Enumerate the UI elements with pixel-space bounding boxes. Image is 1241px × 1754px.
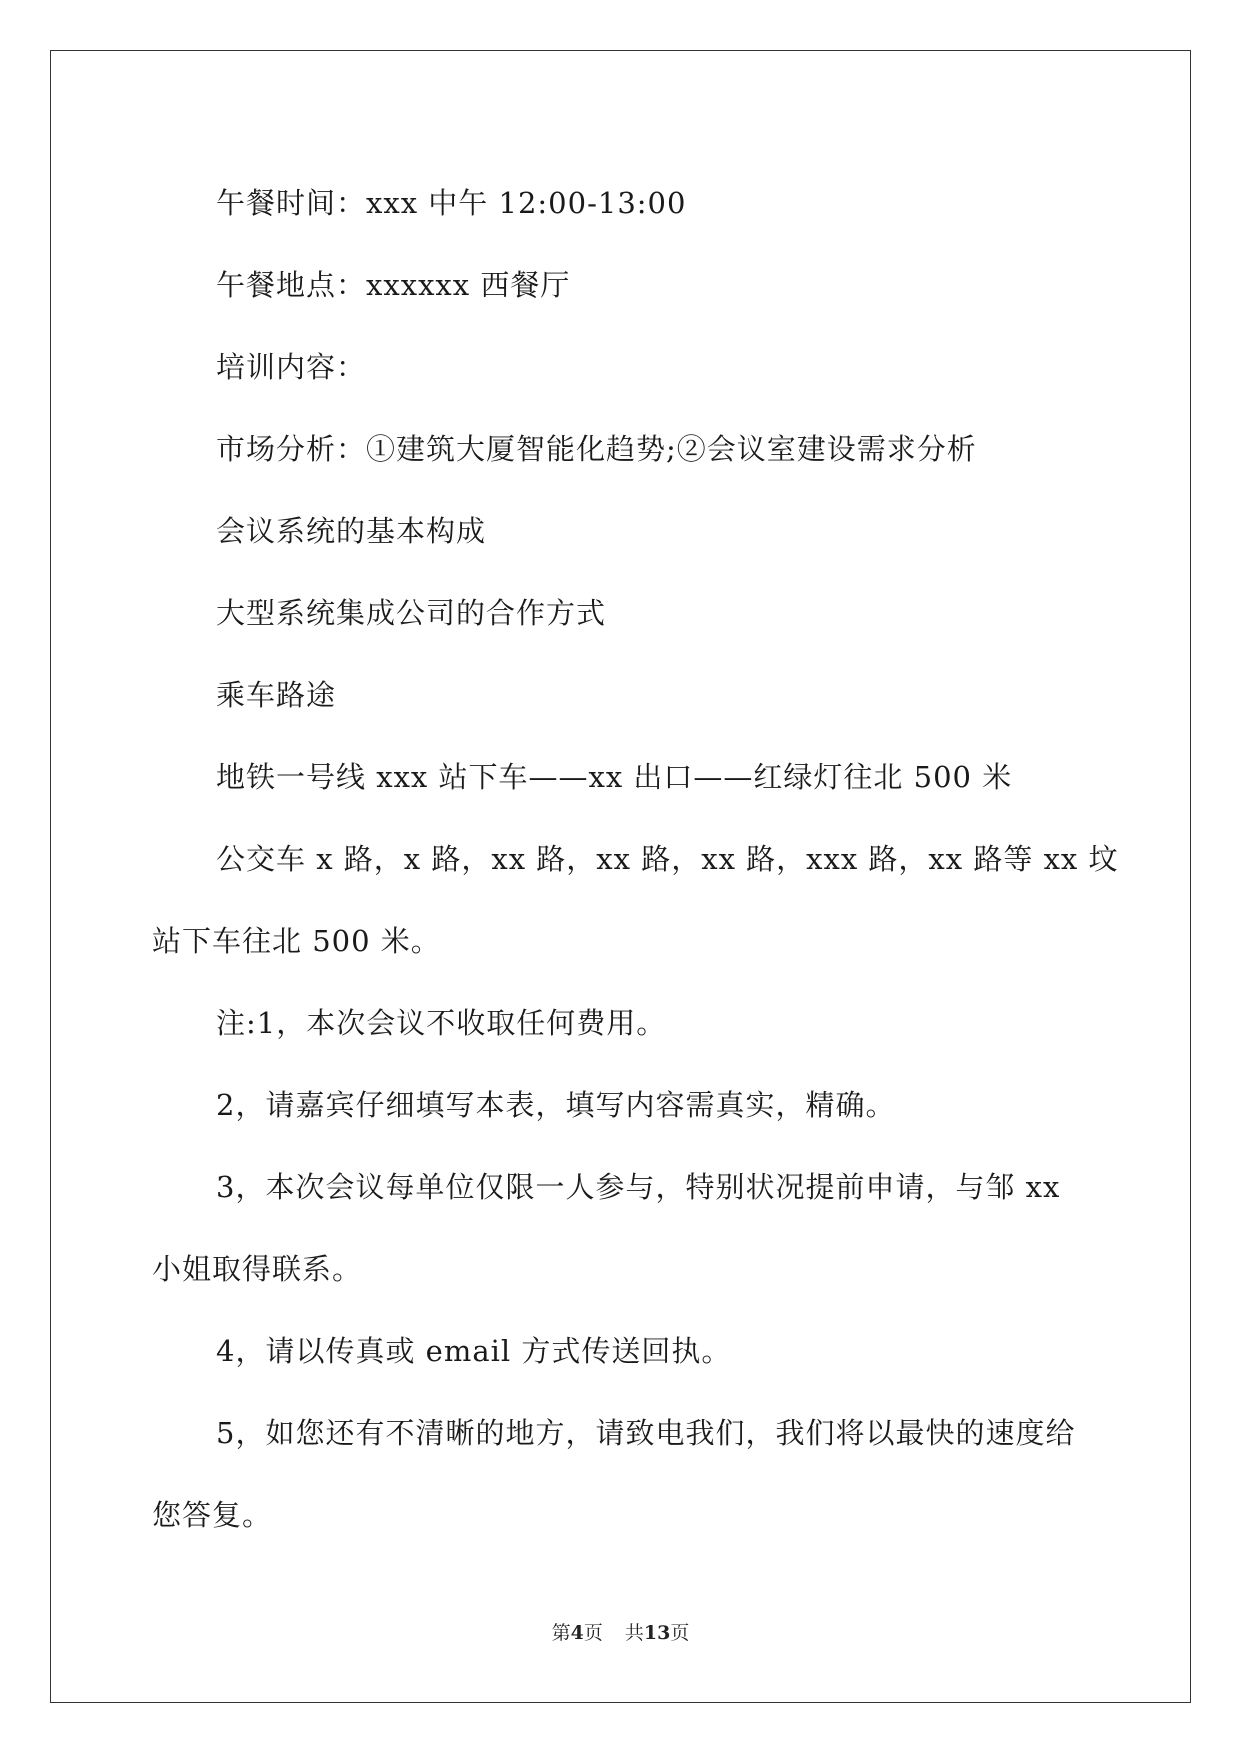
paragraph-note-3: 3，本次会议每单位仅限一人参与，特别状况提前申请，与邹 xx bbox=[216, 1170, 1061, 1204]
paragraph-note-5: 5，如您还有不清晰的地方，请致电我们，我们将以最快的速度给 bbox=[216, 1416, 1076, 1450]
paragraph-cooperation: 大型系统集成公司的合作方式 bbox=[216, 596, 607, 630]
paragraph-bus-route-cont: 站下车往北 500 米。 bbox=[152, 924, 441, 958]
paragraph-bus-route: 公交车 x 路，x 路，xx 路，xx 路，xx 路，xxx 路，xx 路等 xx 坟 bbox=[216, 842, 1119, 876]
paragraph-note-2: 2，请嘉宾仔细填写本表，填写内容需真实，精确。 bbox=[216, 1088, 896, 1122]
paragraph-note-1: 注:1，本次会议不收取任何费用。 bbox=[216, 1006, 667, 1040]
footer-total-pages: 13 bbox=[643, 1622, 671, 1644]
document-body bbox=[152, 162, 1119, 1556]
paragraph-market-analysis: 市场分析：①建筑大厦智能化趋势;②会议室建设需求分析 bbox=[216, 432, 977, 466]
footer-current-page: 4 bbox=[570, 1622, 584, 1644]
paragraph-note-3-cont: 小姐取得联系。 bbox=[152, 1252, 363, 1286]
paragraph-note-4: 4，请以传真或 email 方式传送回执。 bbox=[216, 1334, 732, 1368]
footer-page-unit: 页 bbox=[583, 1622, 603, 1644]
footer-prefix: 第 bbox=[551, 1622, 571, 1644]
paragraph-note-5-cont: 您答复。 bbox=[152, 1498, 273, 1532]
footer-total-unit: 页 bbox=[670, 1622, 690, 1644]
paragraph-system-composition: 会议系统的基本构成 bbox=[216, 514, 487, 548]
paragraph-lunch-location: 午餐地点：xxxxxx 西餐厅 bbox=[216, 268, 571, 302]
paragraph-route-heading: 乘车路途 bbox=[216, 678, 337, 712]
page-footer bbox=[0, 1618, 1241, 1645]
paragraph-subway-route: 地铁一号线 xxx 站下车——xx 出口——红绿灯往北 500 米 bbox=[216, 760, 1013, 794]
footer-total-prefix: 共 bbox=[624, 1622, 644, 1644]
paragraph-lunch-time: 午餐时间：xxx 中午 12:00-13:00 bbox=[216, 186, 687, 220]
paragraph-training-heading: 培训内容： bbox=[216, 350, 367, 384]
